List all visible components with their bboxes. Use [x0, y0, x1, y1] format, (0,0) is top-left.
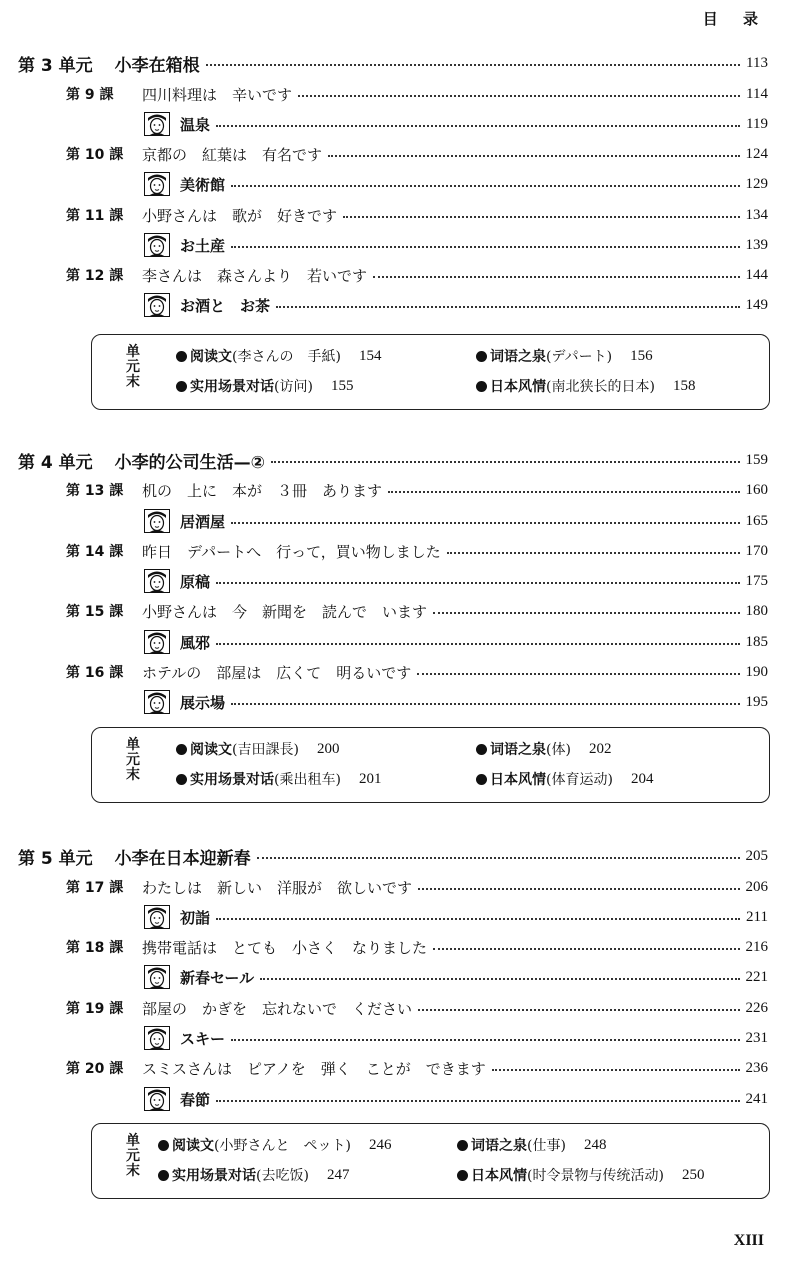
unit-end-tag: 单 元 末 — [126, 1133, 140, 1179]
page-ref: 195 — [745, 693, 768, 710]
lesson-label: 第 10 課 — [66, 147, 124, 163]
leader-dots — [231, 246, 739, 248]
lesson-title: わたしは 新しい 洋服が 欲しいです — [142, 878, 413, 897]
column-title: 初詣 — [180, 908, 211, 927]
box-item-dialogue[interactable]: 实用场景对话 (去吃饭) 247 — [158, 1164, 349, 1186]
lesson-label: 第 12 課 — [66, 268, 124, 284]
page-ref: 139 — [745, 236, 768, 253]
box-item-reading[interactable]: 阅读文 (李さんの 手紙) 154 — [176, 345, 381, 367]
lesson-entry[interactable] — [66, 264, 768, 286]
character-icon — [144, 172, 170, 196]
column-title: 新春セール — [180, 968, 255, 987]
page-ref: 134 — [745, 206, 768, 223]
page-ref: 160 — [745, 481, 768, 498]
column-title: 美術館 — [180, 175, 226, 194]
lesson-title: ホテルの 部屋は 広くて 明るいです — [142, 663, 412, 682]
box-item-dialogue[interactable]: 实用场景对话 (访问) 155 — [176, 375, 353, 397]
lesson-entry[interactable] — [66, 83, 768, 105]
lesson-title: 昨日 デパートへ 行って，買い物しました — [142, 542, 441, 561]
leader-dots — [231, 1039, 739, 1041]
leader-dots — [206, 64, 740, 66]
unit-title: 小李的公司生活—② — [114, 452, 266, 473]
bullet-icon — [176, 351, 187, 362]
column-title: 展示場 — [180, 693, 226, 712]
column-title: 居酒屋 — [180, 512, 226, 531]
leader-dots — [260, 978, 739, 980]
bullet-icon — [476, 744, 487, 755]
character-icon — [144, 233, 170, 257]
character-icon — [144, 905, 170, 929]
column-entry[interactable] — [144, 631, 768, 653]
character-icon — [144, 569, 170, 593]
leader-dots — [276, 306, 739, 308]
character-icon — [144, 1026, 170, 1050]
character-icon — [144, 112, 170, 136]
bullet-icon — [176, 381, 187, 392]
page-ref: 124 — [745, 145, 768, 162]
column-entry[interactable] — [144, 1088, 768, 1110]
leader-dots — [231, 703, 739, 705]
page-ref: 226 — [745, 999, 768, 1016]
leader-dots — [216, 918, 740, 920]
page-ref: 205 — [745, 847, 768, 864]
lesson-entry[interactable] — [66, 1057, 768, 1079]
lesson-entry[interactable] — [66, 600, 768, 622]
leader-dots — [216, 1100, 739, 1102]
bullet-icon — [176, 744, 187, 755]
bullet-icon — [457, 1140, 468, 1151]
bullet-icon — [158, 1170, 169, 1181]
box-item-vocabulary[interactable]: 词语之泉 (デパート) 156 — [476, 345, 653, 367]
column-title: 春節 — [180, 1090, 211, 1109]
column-entry[interactable] — [144, 113, 768, 135]
leader-dots — [328, 155, 739, 157]
lesson-label: 第 19 課 — [66, 1001, 124, 1017]
box-item-dialogue[interactable]: 实用场景对话 (乘出租车) 201 — [176, 768, 381, 790]
column-title: スキー — [180, 1029, 226, 1048]
leader-dots — [216, 643, 739, 645]
bullet-icon — [476, 351, 487, 362]
leader-dots — [373, 276, 739, 278]
unit-heading[interactable] — [18, 449, 768, 471]
unit-label: 第 4 单元 — [18, 452, 93, 473]
box-item-reading[interactable]: 阅读文 (小野さんと ペット) 246 — [158, 1134, 391, 1156]
box-item-reading[interactable]: 阅读文 (吉田課長) 200 — [176, 738, 339, 760]
box-item-culture[interactable]: 日本风情 (南北狭长的日本) 158 — [476, 375, 695, 397]
page-ref: 114 — [746, 85, 768, 102]
lesson-label: 第 15 課 — [66, 604, 124, 620]
lesson-title: 四川料理は 辛いです — [142, 85, 293, 104]
lesson-entry[interactable] — [66, 936, 768, 958]
page-ref: 119 — [746, 115, 768, 132]
bullet-icon — [457, 1170, 468, 1181]
character-icon — [144, 965, 170, 989]
column-entry[interactable] — [144, 234, 768, 256]
character-icon — [144, 690, 170, 714]
column-title: 風邪 — [180, 633, 211, 652]
column-title: お酒と お茶 — [180, 296, 271, 315]
page-ref: 180 — [745, 602, 768, 619]
bullet-icon — [476, 774, 487, 785]
column-entry[interactable] — [144, 570, 768, 592]
column-entry[interactable] — [144, 906, 768, 928]
lesson-label: 第 11 課 — [66, 208, 124, 224]
page-ref: 206 — [745, 878, 768, 895]
lesson-title: 携帯電話は とても 小さく なりました — [142, 938, 428, 957]
page-ref: 113 — [746, 54, 768, 71]
leader-dots — [433, 948, 739, 950]
lesson-title: 李さんは 森さんより 若いです — [142, 266, 368, 285]
unit-end-tag: 单 元 末 — [126, 344, 140, 390]
page-ref: 231 — [745, 1029, 768, 1046]
unit-end-box — [91, 1123, 770, 1199]
leader-dots — [231, 522, 739, 524]
box-item-vocabulary[interactable]: 词语之泉 (仕事) 248 — [457, 1134, 606, 1156]
page-ref: 221 — [745, 968, 768, 985]
lesson-entry[interactable] — [66, 479, 768, 501]
lesson-title: 小野さんは 今 新聞を 読んで います — [142, 602, 428, 621]
column-entry[interactable] — [144, 173, 768, 195]
page-header: 目 录 — [702, 10, 768, 28]
unit-title: 小李在箱根 — [114, 55, 200, 76]
unit-label: 第 5 单元 — [18, 848, 93, 869]
box-item-culture[interactable]: 日本风情 (体育运动) 204 — [476, 768, 653, 790]
page-ref: 236 — [745, 1059, 768, 1076]
leader-dots — [257, 857, 740, 859]
leader-dots — [388, 491, 739, 493]
lesson-title: 小野さんは 歌が 好きです — [142, 206, 338, 225]
leader-dots — [216, 582, 739, 584]
character-icon — [144, 630, 170, 654]
page-ref: 129 — [745, 175, 768, 192]
leader-dots — [433, 612, 739, 614]
column-title: 温泉 — [180, 115, 211, 134]
bullet-icon — [176, 774, 187, 785]
unit-end-box — [91, 727, 770, 803]
column-entry[interactable] — [144, 1027, 768, 1049]
unit-heading[interactable] — [18, 845, 768, 867]
character-icon — [144, 1087, 170, 1111]
column-entry[interactable] — [144, 510, 768, 532]
leader-dots — [417, 673, 739, 675]
lesson-label: 第 18 課 — [66, 940, 124, 956]
lesson-label: 第 13 課 — [66, 483, 124, 499]
leader-dots — [216, 125, 740, 127]
lesson-entry[interactable] — [66, 204, 768, 226]
character-icon — [144, 293, 170, 317]
unit-title: 小李在日本迎新春 — [114, 848, 251, 869]
leader-dots — [298, 95, 740, 97]
lesson-label: 第 16 課 — [66, 665, 124, 681]
leader-dots — [492, 1069, 740, 1071]
lesson-title: スミスさんは ピアノを 弾く ことが できます — [142, 1059, 486, 1078]
lesson-entry[interactable] — [66, 876, 768, 898]
lesson-label: 第 9 課 — [66, 87, 114, 103]
lesson-entry[interactable] — [66, 661, 768, 683]
unit-end-tag: 单 元 末 — [126, 737, 140, 783]
page-ref: 190 — [745, 663, 768, 680]
page-ref: 241 — [745, 1090, 768, 1107]
leader-dots — [418, 1009, 739, 1011]
page-ref: 149 — [745, 296, 768, 313]
page-ref: 144 — [745, 266, 768, 283]
lesson-entry[interactable] — [66, 997, 768, 1019]
column-entry[interactable] — [144, 294, 768, 316]
lesson-label: 第 14 課 — [66, 544, 124, 560]
unit-heading[interactable] — [18, 52, 768, 74]
leader-dots — [418, 888, 739, 890]
box-item-vocabulary[interactable]: 词语之泉 (体) 202 — [476, 738, 611, 760]
leader-dots — [343, 216, 739, 218]
lesson-title: 机の 上に 本が ３冊 あります — [142, 481, 383, 500]
page-number: XIII — [733, 1232, 764, 1249]
unit-end-box — [91, 334, 770, 410]
character-icon — [144, 509, 170, 533]
page-ref: 211 — [746, 908, 768, 925]
page-ref: 185 — [745, 633, 768, 650]
lesson-entry[interactable] — [66, 540, 768, 562]
page-ref: 165 — [745, 512, 768, 529]
lesson-entry[interactable] — [66, 143, 768, 165]
column-title: 原稿 — [180, 572, 211, 591]
lesson-title: 部屋の かぎを 忘れないで ください — [142, 999, 413, 1018]
leader-dots — [231, 185, 739, 187]
column-entry[interactable] — [144, 691, 768, 713]
lesson-label: 第 17 課 — [66, 880, 124, 896]
bullet-icon — [476, 381, 487, 392]
lesson-title: 京都の 紅葉は 有名です — [142, 145, 323, 164]
page-ref: 175 — [745, 572, 768, 589]
bullet-icon — [158, 1140, 169, 1151]
leader-dots — [271, 461, 739, 463]
page-ref: 216 — [745, 938, 768, 955]
column-title: お土産 — [180, 236, 226, 255]
leader-dots — [447, 552, 740, 554]
page-ref: 159 — [745, 451, 768, 468]
page-ref: 170 — [745, 542, 768, 559]
box-item-culture[interactable]: 日本风情 (时令景物与传统活动) 250 — [457, 1164, 704, 1186]
unit-label: 第 3 单元 — [18, 55, 93, 76]
column-entry[interactable] — [144, 966, 768, 988]
lesson-label: 第 20 課 — [66, 1061, 124, 1077]
